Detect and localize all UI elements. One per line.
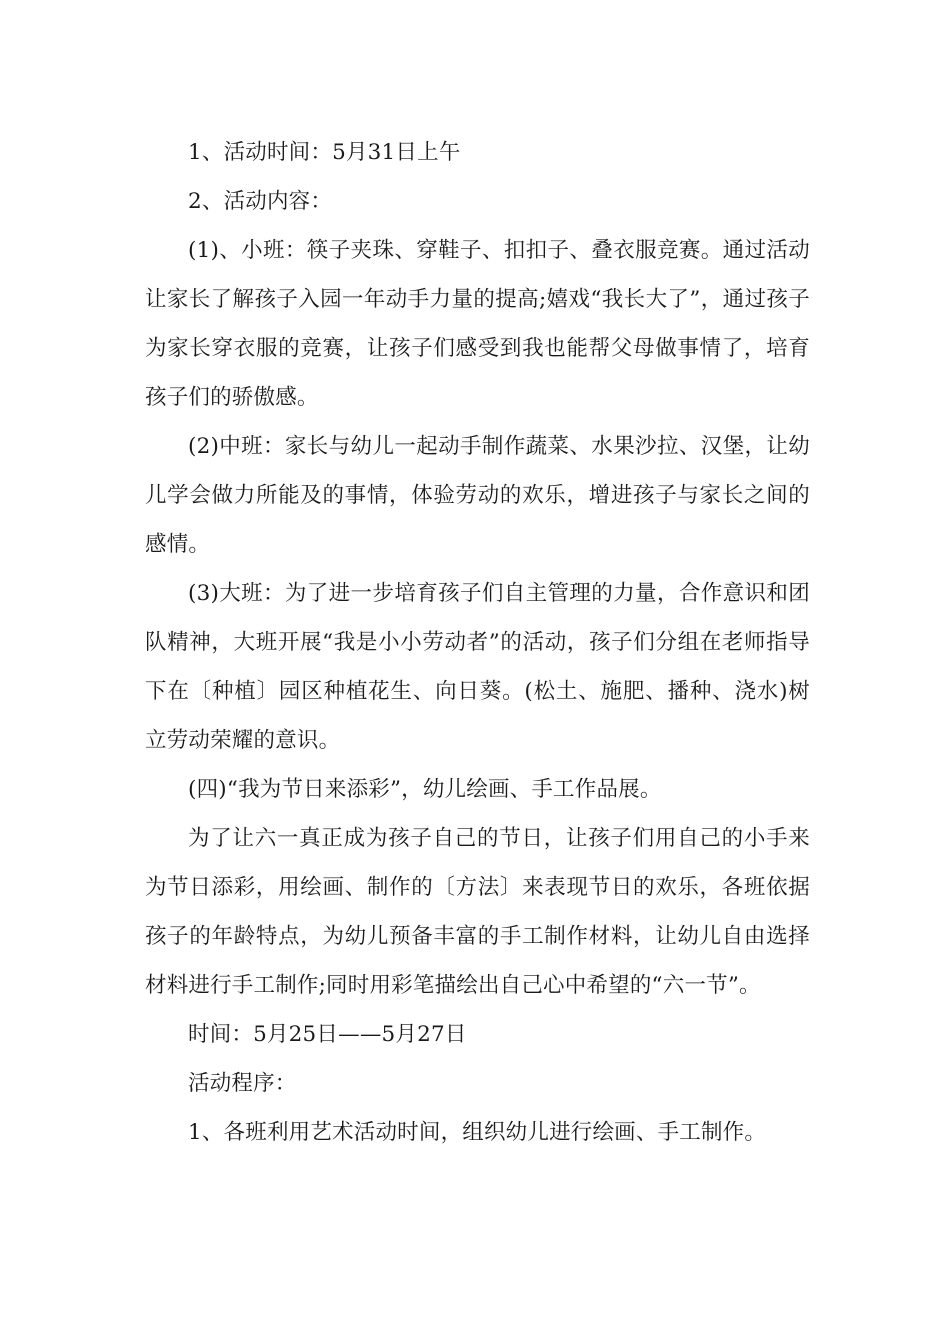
- document-body: [145, 128, 810, 1157]
- paragraph-activity-time: 1、活动时间：5月31日上午: [188, 140, 461, 165]
- paragraph-small-class: (1)、小班：筷子夹珠、穿鞋子、扣扣子、叠衣服竞赛。通过活动让家长了解孩子入园一年动手力量的提高;嬉戏“我长大了”，通过孩子为家长穿衣服的竞赛，让孩子们感受到我也能帮父母做事情了，培育孩子们的骄傲感。: [145, 238, 810, 410]
- paragraph-activity-content: 2、活动内容：: [188, 189, 333, 214]
- paragraph-large-class: (3)大班：为了进一步培育孩子们自主管理的力量，合作意识和团队精神，大班开展“我是小小劳动者”的活动，孩子们分组在老师指导下在〔种植〕园区种植花生、向日葵。(松土、施肥、播种、浇水)树立劳动荣耀的意识。: [145, 581, 810, 753]
- paragraph-exhibition-description: 为了让六一真正成为孩子自己的节日，让孩子们用自己的小手来为节日添彩，用绘画、制作的〔方法〕来表现节日的欢乐，各班依据孩子的年龄特点，为幼儿预备丰富的手工制作材料，让幼儿自由选择材料进行手工制作;同时用彩笔描绘出自己心中希望的“六一节”。: [145, 826, 810, 998]
- paragraph-section-four: (四)“我为节日来添彩”，幼儿绘画、手工作品展。: [188, 777, 662, 802]
- paragraph-exhibition-time: 时间：5月25日——5月27日: [188, 1022, 467, 1047]
- paragraph-procedure-step-1: 1、各班利用艺术活动时间，组织幼儿进行绘画、手工制作。: [188, 1120, 767, 1145]
- paragraph-middle-class: (2)中班：家长与幼儿一起动手制作蔬菜、水果沙拉、汉堡，让幼儿学会做力所能及的事情，体验劳动的欢乐，增进孩子与家长之间的感情。: [145, 434, 810, 557]
- paragraph-procedure-heading: 活动程序：: [188, 1071, 297, 1096]
